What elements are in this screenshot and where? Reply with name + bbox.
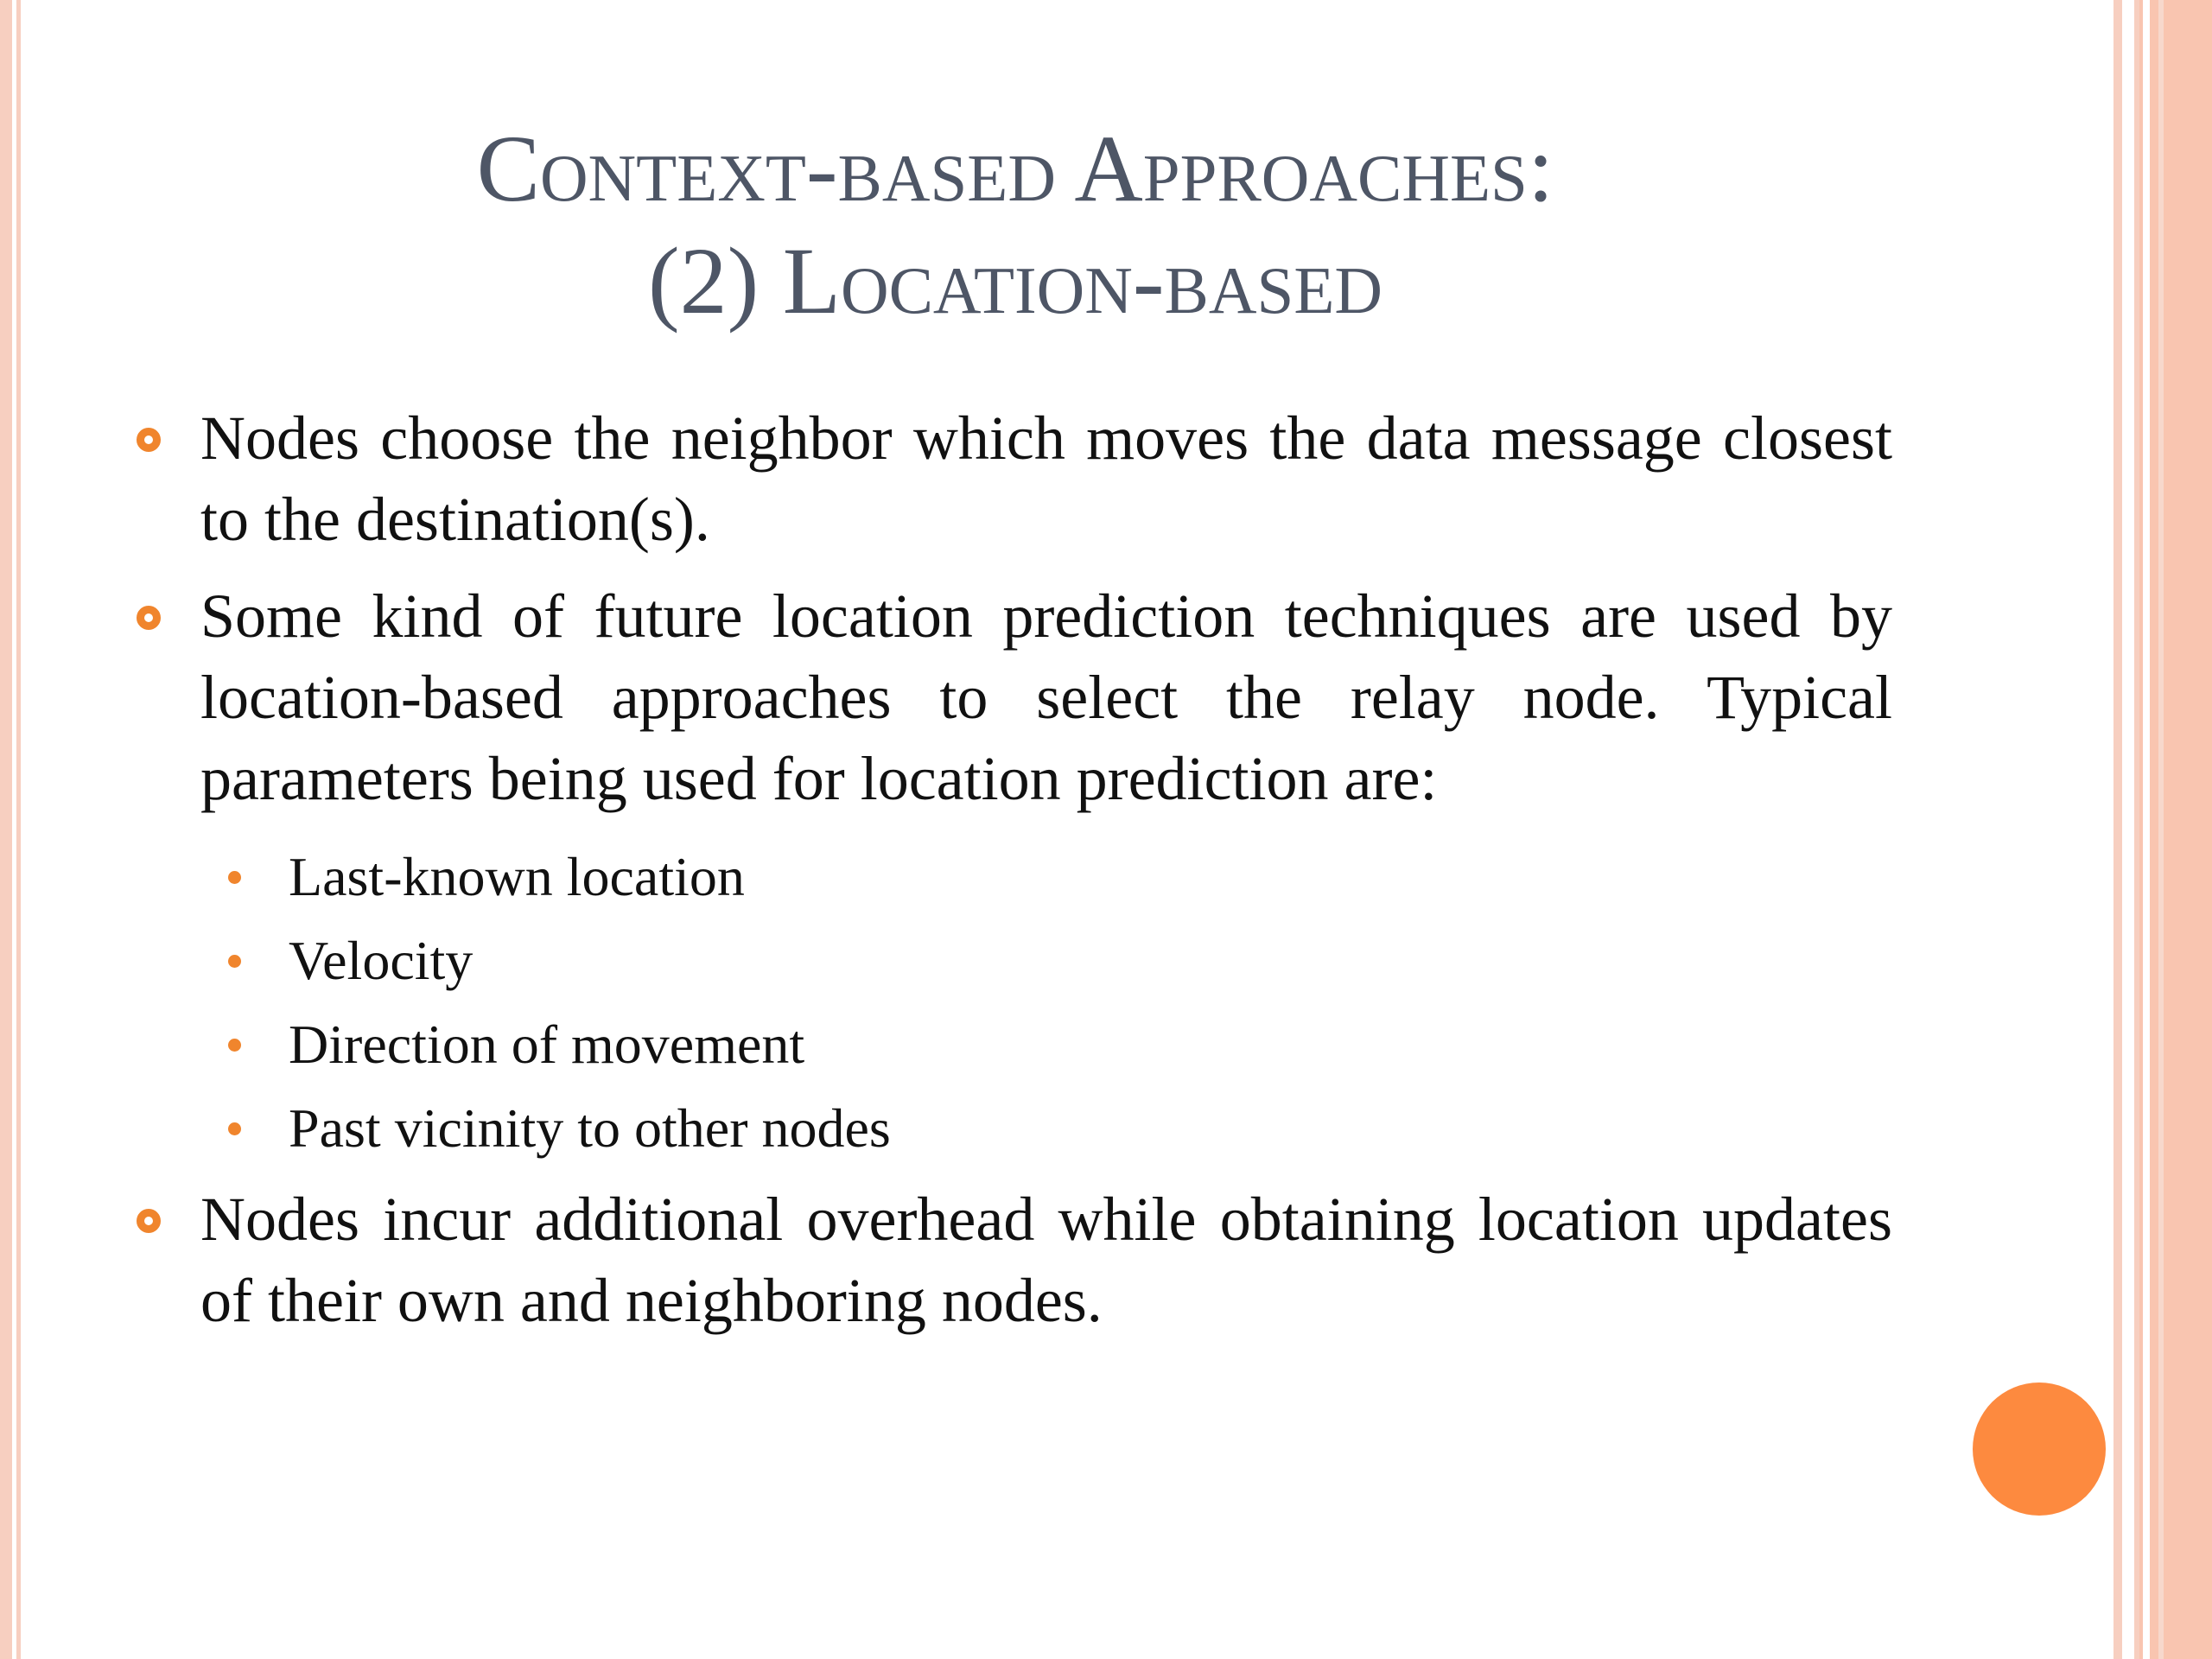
sub-bullet-text: Last-known location	[289, 846, 745, 907]
bullet-text: Nodes choose the neighbor which moves the data message closest to the destination(s).	[200, 404, 1892, 554]
right-border-stripe-inner	[2158, 0, 2164, 1659]
title-line-2: (2) Location-based	[648, 228, 1382, 334]
sub-bullet-item	[130, 1002, 1892, 1086]
slide-title	[0, 112, 2031, 337]
ring-bullet-icon	[137, 606, 161, 630]
ring-bullet-icon	[137, 1209, 161, 1233]
dot-bullet-icon	[228, 871, 241, 884]
sub-bullet-list	[130, 835, 1892, 1170]
sub-bullet-text: Past vicinity to other nodes	[289, 1097, 891, 1159]
bullet-item	[130, 575, 1892, 819]
decorative-circle	[1973, 1382, 2106, 1516]
title-line-1: Context-based Approaches:	[476, 116, 1554, 221]
bullet-item	[130, 397, 1892, 560]
dot-bullet-icon	[228, 955, 241, 968]
sub-bullet-item	[130, 918, 1892, 1002]
slide-body	[130, 397, 1892, 1357]
dot-bullet-icon	[228, 1039, 241, 1052]
sub-bullet-item	[130, 1086, 1892, 1170]
sub-bullet-text: Direction of movement	[289, 1014, 805, 1075]
sub-bullet-item	[130, 835, 1892, 918]
sub-bullet-text: Velocity	[289, 930, 474, 991]
bullet-item	[130, 1179, 1892, 1341]
ring-bullet-icon	[137, 428, 161, 452]
dot-bullet-icon	[228, 1122, 241, 1135]
bullet-text: Some kind of future location prediction techniques are used by location-based approaches to select the relay node. Typical parameters being used for location prediction are:	[200, 582, 1892, 813]
bullet-text: Nodes incur additional overhead while obtaining location updates of their own and neighboring nodes.	[200, 1185, 1892, 1335]
right-border-stripe	[2143, 0, 2150, 1659]
